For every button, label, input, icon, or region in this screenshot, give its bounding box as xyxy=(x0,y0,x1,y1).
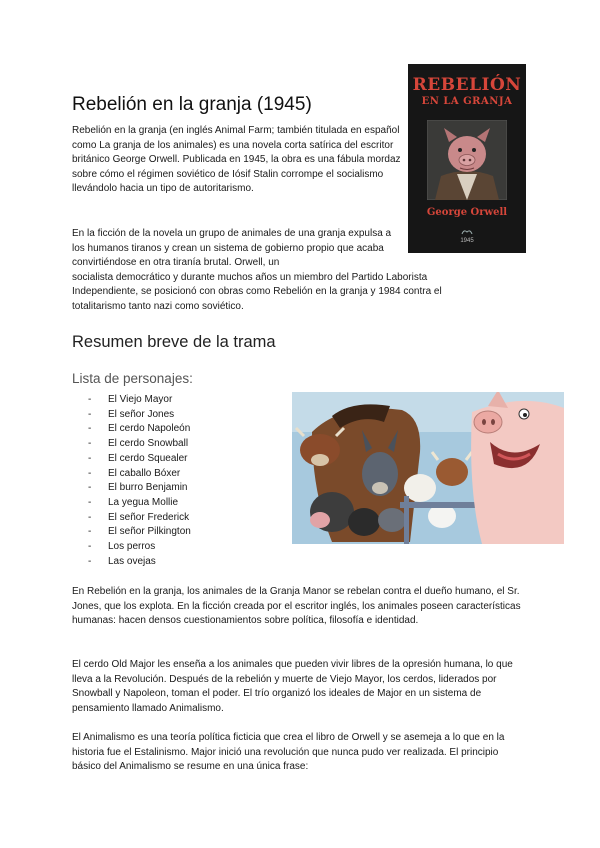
farm-animals-illustration xyxy=(292,392,564,544)
list-item: - La yegua Mollie xyxy=(88,496,191,511)
page-title: Rebelión en la granja (1945) xyxy=(72,94,312,115)
list-item: - Los perros xyxy=(88,540,191,555)
characters-list xyxy=(88,393,191,569)
list-item: - El cerdo Snowball xyxy=(88,437,191,452)
list-item: - El señor Jones xyxy=(88,408,191,423)
book-cover xyxy=(408,64,526,253)
list-item: - El Viejo Mayor xyxy=(88,393,191,408)
paragraph-2-narrow: En la ficción de la novela un grupo de animales de una granja expulsa a los humanos tiranos y crean un sistema de gobierno propio que acaba convirtiéndose en otra tiranía brutal. Orwell, un xyxy=(72,228,392,269)
publisher-logo-icon xyxy=(461,228,473,236)
paragraph-3: En Rebelión en la granja, los animales de la Granja Manor se rebelan contra el dueño humano, el Sr. Jones, que los explota. En la ficción creada por el escritor inglés, los animales poseen características humanas: hacen densos cuestionamientos sobre política, filosofía e identidad. xyxy=(72,586,521,627)
cover-title-line1: REBELIÓN xyxy=(412,75,522,95)
list-item: - El burro Benjamin xyxy=(88,481,191,496)
list-item: - El caballo Bóxer xyxy=(88,467,191,482)
paragraph-2-wide: socialista democrático y durante muchos años un miembro del Partido Laborista Independiente, se posicionó con obras como Rebelión en la granja y 1984 contra el totalitarismo tanto nazi como soviético. xyxy=(72,271,442,312)
paragraph-4: El cerdo Old Major les enseña a los animales que pueden vivir libres de la opresión humana, lo que lleva a la Revolución. Después de la rebelión y muerte de Viejo Mayor, los cerdos, liderados por Snowball y Napoleon, toman el poder. El trío organizó los ideales de Major en un sistema de pensamiento llamado Animalismo. xyxy=(72,659,513,714)
list-item: - El cerdo Squealer xyxy=(88,452,191,467)
list-item: - Las ovejas xyxy=(88,555,191,570)
list-item: - El señor Frederick xyxy=(88,511,191,526)
cover-publisher: 1945 xyxy=(460,238,474,244)
list-item: - El señor Pilkington xyxy=(88,525,191,540)
cover-author: George Orwell xyxy=(426,207,508,218)
paragraph-5: El Animalismo es una teoría política ficticia que crea el libro de Orwell y se asemeja a lo que en la historia fue el Estalinismo. Major inició una revolución que nunca pudo ver realizada. El principio básico del Animalismo se resume en una única frase: xyxy=(72,732,505,773)
intro-paragraph: Rebelión en la granja (en inglés Animal Farm; también titulada en español como La granja de los animales) es una novela corta satírica del escritor británico George Orwell. Publicada en 1945, la obra es una fábula mordaz sobre cómo el régimen soviético de Iósif Stalin corrompe el socialismo llevándolo hacia un tipo de autoritarismo. xyxy=(72,125,401,195)
pig-portrait-icon xyxy=(427,120,507,200)
list-item: - El cerdo Napoleón xyxy=(88,422,191,437)
characters-heading: Lista de personajes: xyxy=(72,371,193,386)
section-heading: Resumen breve de la trama xyxy=(72,333,276,351)
cover-title-line2: EN LA GRANJA xyxy=(421,96,513,107)
